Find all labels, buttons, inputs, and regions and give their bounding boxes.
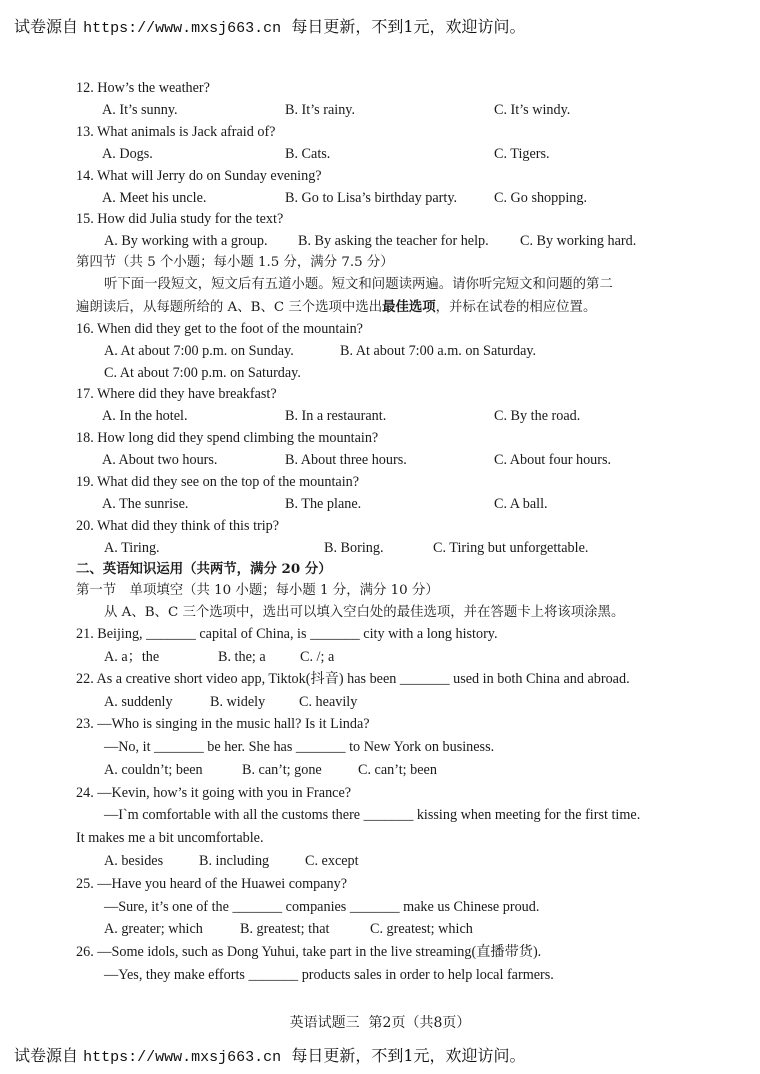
q19-option-a: A. The sunrise.: [102, 496, 189, 512]
question-21: 21. Beijing, _______ capital of China, is _______ city with a long history.: [76, 626, 498, 642]
q15-option-c: C. By working hard.: [520, 233, 637, 249]
question-26-reply: —Yes, they make efforts _______ products sales in order to help local farmers.: [104, 967, 554, 983]
q20-option-b: B. Boring.: [324, 540, 384, 556]
question-15: 15. How did Julia study for the text?: [76, 211, 284, 227]
question-24: 24. —Kevin, how’s it going with you in France?: [76, 785, 352, 801]
q13-option-b: B. Cats.: [285, 146, 331, 162]
q24-option-b: B. including: [199, 853, 270, 869]
q14-option-b: B. Go to Lisa’s birthday party.: [285, 190, 458, 206]
q20-option-a: A. Tiring.: [104, 540, 160, 556]
question-24-reply: —I`m comfortable with all the customs there _______ kissing when meeting for the first time.: [104, 807, 641, 823]
q12-option-c: C. It’s windy.: [494, 102, 571, 118]
part2-section1-title: 第一节 单项填空（共 10 小题；每小题 1 分，满分 10 分）: [76, 583, 439, 598]
page-footer: 英语试题三 第2页（共8页）: [289, 1015, 471, 1031]
q13-option-c: C. Tigers.: [494, 146, 550, 162]
q25-option-c: C. greatest; which: [370, 921, 473, 937]
question-14: 14. What will Jerry do on Sunday evening?: [76, 168, 322, 184]
question-12: 12. How’s the weather?: [76, 80, 210, 96]
q25-option-b: B. greatest; that: [240, 921, 330, 937]
section4-instruction-1: 听下面一段短文，短文后有五道小题。短文和问题读两遍。请你听完短文和问题的第二: [104, 277, 613, 292]
question-24-reply-cont: It makes me a bit uncomfortable.: [76, 830, 264, 846]
q23-option-b: B. can’t; gone: [242, 762, 322, 778]
source-banner-bottom: [14, 1043, 526, 1066]
section4-instruction-2: 遍朗读后，从每题所给的 A、B、C 三个选项中选出最佳选项，并标在试卷的相应位置。: [76, 299, 597, 315]
q19-option-c: C. A ball.: [494, 496, 548, 512]
question-20: 20. What did they think of this trip?: [76, 518, 280, 534]
question-16: 16. When did they get to the foot of the mountain?: [76, 321, 363, 337]
q22-option-b: B. widely: [210, 694, 266, 710]
q20-option-c: C. Tiring but unforgettable.: [433, 540, 589, 556]
q16-option-a: A. At about 7:00 p.m. on Sunday.: [104, 343, 294, 359]
q14-option-c: C. Go shopping.: [494, 190, 588, 206]
q16-option-b: B. At about 7:00 a.m. on Saturday.: [340, 343, 537, 359]
q15-option-a: A. By working with a group.: [104, 233, 268, 249]
question-23-reply: —No, it _______ be her. She has _______ to New York on business.: [104, 739, 495, 755]
q16-option-c: C. At about 7:00 p.m. on Saturday.: [104, 365, 301, 381]
banner-label: 试卷源自: [14, 1046, 79, 1065]
q21-option-b: B. the; a: [218, 649, 266, 665]
q24-option-a: A. besides: [104, 853, 164, 869]
question-26: 26. —Some idols, such as Dong Yuhui, take part in the live streaming(直播带货).: [76, 944, 542, 960]
section4-title: 第四节（共 5 个小题；每小题 1.5 分，满分 7.5 分）: [76, 255, 394, 270]
q18-option-c: C. About four hours.: [494, 452, 612, 468]
banner-url[interactable]: https://www.mxsj663.cn: [83, 20, 282, 37]
q23-option-a: A. couldn’t; been: [104, 762, 203, 778]
banner-note: 每日更新，不到1元，欢迎访问。: [291, 17, 526, 36]
part2-title: 二、英语知识运用（共两节，满分 20 分）: [76, 561, 332, 577]
question-22: 22. As a creative short video app, Tiktok(抖音) has been _______ used in both China and abroad.: [76, 671, 630, 687]
question-25-reply: —Sure, it’s one of the _______ companies _______ make us Chinese proud.: [104, 899, 540, 915]
q22-option-c: C. heavily: [299, 694, 358, 710]
q21-option-a: A. a；the: [104, 649, 160, 665]
q13-option-a: A. Dogs.: [102, 146, 153, 162]
q18-option-b: B. About three hours.: [285, 452, 407, 468]
q15-option-b: B. By asking the teacher for help.: [298, 233, 489, 249]
banner-label: 试卷源自: [14, 17, 79, 36]
q14-option-a: A. Meet his uncle.: [102, 190, 207, 206]
part2-instruction: 从 A、B、C 三个选项中，选出可以填入空白处的最佳选项，并在答题卡上将该项涂黑。: [104, 605, 625, 620]
question-19: 19. What did they see on the top of the mountain?: [76, 474, 360, 490]
q18-option-a: A. About two hours.: [102, 452, 218, 468]
question-18: 18. How long did they spend climbing the mountain?: [76, 430, 379, 446]
q24-option-c: C. except: [305, 853, 359, 869]
q17-option-c: C. By the road.: [494, 408, 581, 424]
banner-note: 每日更新，不到1元，欢迎访问。: [291, 1046, 526, 1065]
banner-url[interactable]: https://www.mxsj663.cn: [83, 1049, 282, 1066]
q25-option-a: A. greater; which: [104, 921, 203, 937]
question-13: 13. What animals is Jack afraid of?: [76, 124, 276, 140]
question-17: 17. Where did they have breakfast?: [76, 386, 277, 402]
q12-option-a: A. It’s sunny.: [102, 102, 178, 118]
question-25: 25. —Have you heard of the Huawei company?: [76, 876, 348, 892]
q21-option-c: C. /; a: [300, 649, 335, 665]
q19-option-b: B. The plane.: [285, 496, 362, 512]
question-23: 23. —Who is singing in the music hall? Is it Linda?: [76, 716, 370, 732]
source-banner-top: [14, 14, 526, 37]
q23-option-c: C. can’t; been: [358, 762, 437, 778]
q17-option-a: A. In the hotel.: [102, 408, 188, 424]
q17-option-b: B. In a restaurant.: [285, 408, 387, 424]
q12-option-b: B. It’s rainy.: [285, 102, 356, 118]
q22-option-a: A. suddenly: [104, 694, 173, 710]
